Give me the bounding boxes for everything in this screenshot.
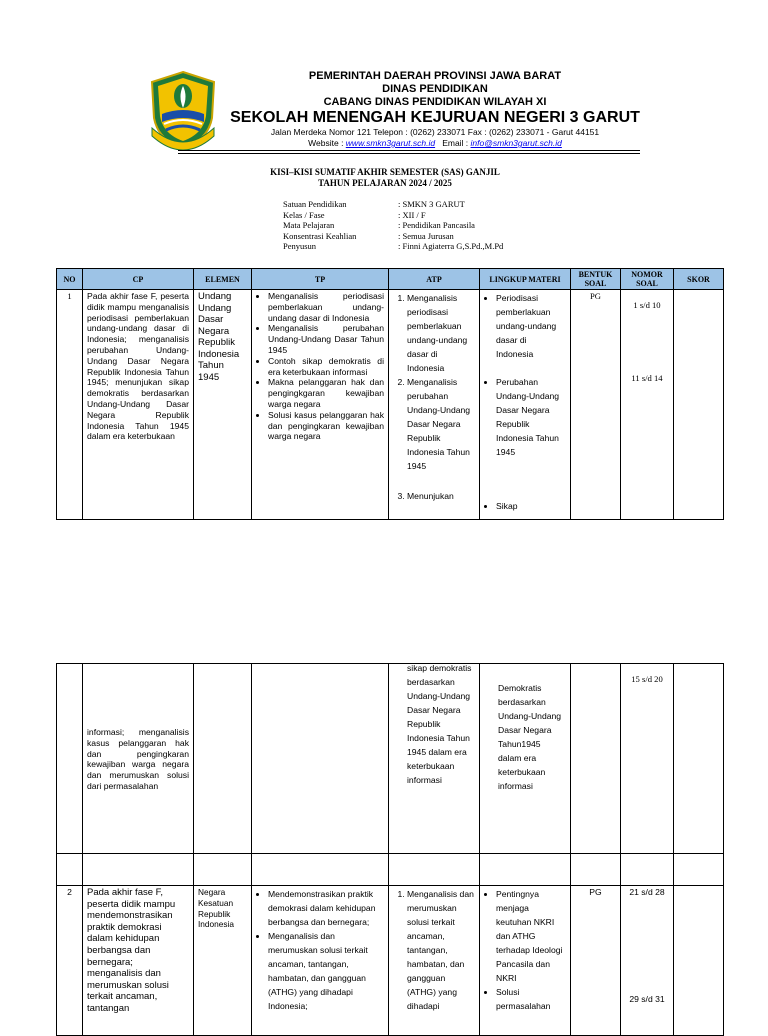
meta-row <box>283 210 503 221</box>
doc-title: KISI–KISI SUMATIF AKHIR SEMESTER (SAS) GANJIL <box>270 167 500 177</box>
row-lingkup-materi <box>480 886 571 1036</box>
row-skor <box>674 290 724 520</box>
meta-key: Mata Pelajaran <box>283 220 335 231</box>
row-nomor-soal <box>621 290 674 520</box>
row-elemen <box>194 664 252 854</box>
cp-continued: informasi; menganalisis kasus pelanggaran hak dan pengingkaran kewajiban warga negara dan merumuskan solusi dari permasalahan <box>87 727 189 791</box>
kisi-table-continued <box>56 663 724 1036</box>
tp-item: • Contoh sikap demokratis di era keterbukaan informasi <box>268 356 384 378</box>
identity-table <box>283 199 503 252</box>
email-label: Email : <box>442 138 471 148</box>
tp-item: • Menganalisis dan merumuskan solusi terkait ancaman, tantangan, hambatan, dan gangguan (ATHG) yang dihadapi Indonesia; <box>268 929 384 1013</box>
atp-continued: sikap demokratis berdasarkan Undang-Undang Dasar Negara Republik Indonesia Tahun 1945 dalam era keterbukaan informasi <box>407 663 472 785</box>
atp-item: 1. Menganalisis periodisasi pemberlakuan undang-undang dasar di Indonesia <box>407 291 475 375</box>
row-nomor-soal <box>621 886 674 1036</box>
meta-row <box>283 231 503 242</box>
col-atp: ATP <box>389 269 480 290</box>
meta-key: Satuan Pendidikan <box>283 199 347 209</box>
tp-item: • Mendemonstrasikan praktik demokrasi dalam kehidupan berbangsa dan bernegara; <box>268 887 384 929</box>
meta-value: : SMKN 3 GARUT <box>398 199 465 209</box>
meta-value: : XII / F <box>398 209 426 220</box>
materi-item: • Pentingnya menjaga keutuhan NKRI dan ATHG terhadap Ideologi Pancasila dan NKRI <box>496 887 566 985</box>
website-label: Website : <box>308 138 346 148</box>
col-nomor-soal: NOMOR SOAL <box>621 269 674 290</box>
tp-item: • Menganalisis perubahan Undang-Undang Dasar Tahun 1945 <box>268 323 384 355</box>
empty-cell <box>571 854 621 886</box>
empty-cell <box>83 854 194 886</box>
header-divider <box>178 150 640 151</box>
empty-cell <box>674 854 724 886</box>
col-tp: TP <box>252 269 389 290</box>
row-bentuk-soal <box>571 664 621 854</box>
meta-row <box>283 241 503 252</box>
row-tp <box>252 664 389 854</box>
tp-item: • Menganalisis periodisasi pemberlakuan undang-undang dasar di Indonesia <box>268 291 384 323</box>
empty-cell <box>57 854 83 886</box>
row-no <box>57 664 83 854</box>
empty-cell <box>252 854 389 886</box>
kisi-table <box>56 268 724 520</box>
meta-row <box>283 199 503 210</box>
materi-item: • Periodisasi pemberlakuan undang-undang dasar di Indonesia <box>496 291 566 361</box>
email-link[interactable]: info@smkn3garut.sch.id <box>470 138 562 148</box>
meta-key: Kelas / Fase <box>283 209 325 220</box>
row-atp <box>389 664 480 854</box>
row-bentuk-soal: PG <box>571 886 621 1036</box>
row-skor <box>674 664 724 854</box>
nomor-soal-range: 29 s/d 31 <box>629 993 665 1004</box>
row-elemen: Negara Kesatuan Republik Indonesia <box>194 886 252 1036</box>
meta-key: Konsentrasi Keahlian <box>283 230 357 241</box>
row-lingkup-materi <box>480 664 571 854</box>
col-skor: SKOR <box>674 269 724 290</box>
row-no: 1 <box>57 290 83 520</box>
col-lingkup-materi: LINGKUP MATERI <box>480 269 571 290</box>
dept-header-line: DINAS PENDIDIKAN <box>382 83 488 95</box>
row-no: 2 <box>57 886 83 1036</box>
row-bentuk-soal: PG <box>571 290 621 520</box>
tp-item: • Makna pelanggaran hak dan pengingkgaran kewajiban warga negara <box>268 377 384 409</box>
atp-item: 1. Menganalisis dan merumuskan solusi terkait ancaman, tantangan, hambatan, dan gangguan (ATHG) yang dihadapi <box>407 887 475 1013</box>
materi-continued: Demokratis berdasarkan Undang-Undang Dasar Negara Tahun1945 dalam era keterbukaan informasi <box>498 683 562 791</box>
school-name: SEKOLAH MENENGAH KEJURUAN NEGERI 3 GARUT <box>230 109 640 126</box>
meta-value: : Pendidikan Pancasila <box>398 220 475 231</box>
atp-item: 2. Menganalisis perubahan Undang-Undang Dasar Negara Republik Indonesia Tahun 1945 <box>407 375 475 473</box>
tp-item: • Solusi kasus pelanggaran hak dan pengingkaran kewajiban warga negara <box>268 410 384 442</box>
meta-value: : Semua Jurusan <box>398 230 454 241</box>
nomor-soal-range: 11 s/d 14 <box>631 372 663 383</box>
nomor-soal-range: 1 s/d 10 <box>633 300 661 310</box>
doc-subtitle: TAHUN PELAJARAN 2024 / 2025 <box>318 178 452 188</box>
row-cp: Pada akhir fase F, peserta didik mampu menganalisis periodisasi pemberlakuan undang-undang dasar di Indonesia; menganalisis perubahan Undang-Undang Dasar Negara Republik Indonesia Tahun 1945; menunjukan sikap demokratis berdasarkan Undang-Undang Dasar Negara Republik Indonesia Tahun 1945 dalam era keterbukaan <box>83 290 194 520</box>
meta-row <box>283 220 503 231</box>
table-row <box>57 664 724 854</box>
table-row-empty <box>57 854 724 886</box>
row-nomor-soal <box>621 664 674 854</box>
materi-item: • Perubahan Undang-Undang Dasar Negara Republik Indonesia Tahun 1945 <box>496 375 566 459</box>
table-row <box>57 886 724 1036</box>
col-elemen: ELEMEN <box>194 269 252 290</box>
meta-value: : Finni Agiaterra G,S.Pd.,M.Pd <box>398 241 504 252</box>
empty-cell <box>480 854 571 886</box>
row-atp <box>389 886 480 1036</box>
row-cp: Pada akhir fase F, peserta didik mampu mendemonstrasikan praktik demokrasi dalam kehidupan berbangsa dan bernegara; menganalisis dan merumuskan solusi terkait ancaman, tantangan <box>83 886 194 1036</box>
col-cp: CP <box>83 269 194 290</box>
branch-header-line: CABANG DINAS PENDIDIKAN WILAYAH XI <box>323 96 547 108</box>
empty-cell <box>621 854 674 886</box>
meta-key: Penyusun <box>283 241 317 252</box>
empty-cell <box>194 854 252 886</box>
row-lingkup-materi <box>480 290 571 520</box>
row-atp <box>389 290 480 520</box>
materi-item: • Sikap <box>496 499 566 513</box>
west-java-emblem-logo <box>148 70 218 150</box>
row-cp <box>83 664 194 854</box>
atp-item: 3. Menunjukan <box>407 489 475 503</box>
col-bentuk-soal: BENTUK SOAL <box>571 269 621 290</box>
row-elemen: Undang Undang Dasar Negara Republik Indonesia Tahun 1945 <box>194 290 252 520</box>
table-header-row <box>57 269 724 290</box>
table-row <box>57 290 724 520</box>
row-tp <box>252 886 389 1036</box>
col-no: NO <box>57 269 83 290</box>
nomor-soal-range: 15 s/d 20 <box>631 674 663 684</box>
empty-cell <box>389 854 480 886</box>
website-link[interactable]: www.smkn3garut.sch.id <box>345 138 436 148</box>
row-tp <box>252 290 389 520</box>
header-divider-2 <box>178 153 640 154</box>
row-skor <box>674 886 724 1036</box>
school-address: Jalan Merdeka Nomor 121 Telepon : (0262) 233071 Fax : (0262) 233071 - Garut 44151 <box>270 127 600 137</box>
gov-header-line: PEMERINTAH DAERAH PROVINSI JAWA BARAT <box>308 70 562 82</box>
materi-item: • Solusi permasalahan <box>496 985 566 1013</box>
contact-line <box>220 138 650 148</box>
nomor-soal-range: 21 s/d 28 <box>629 887 665 897</box>
